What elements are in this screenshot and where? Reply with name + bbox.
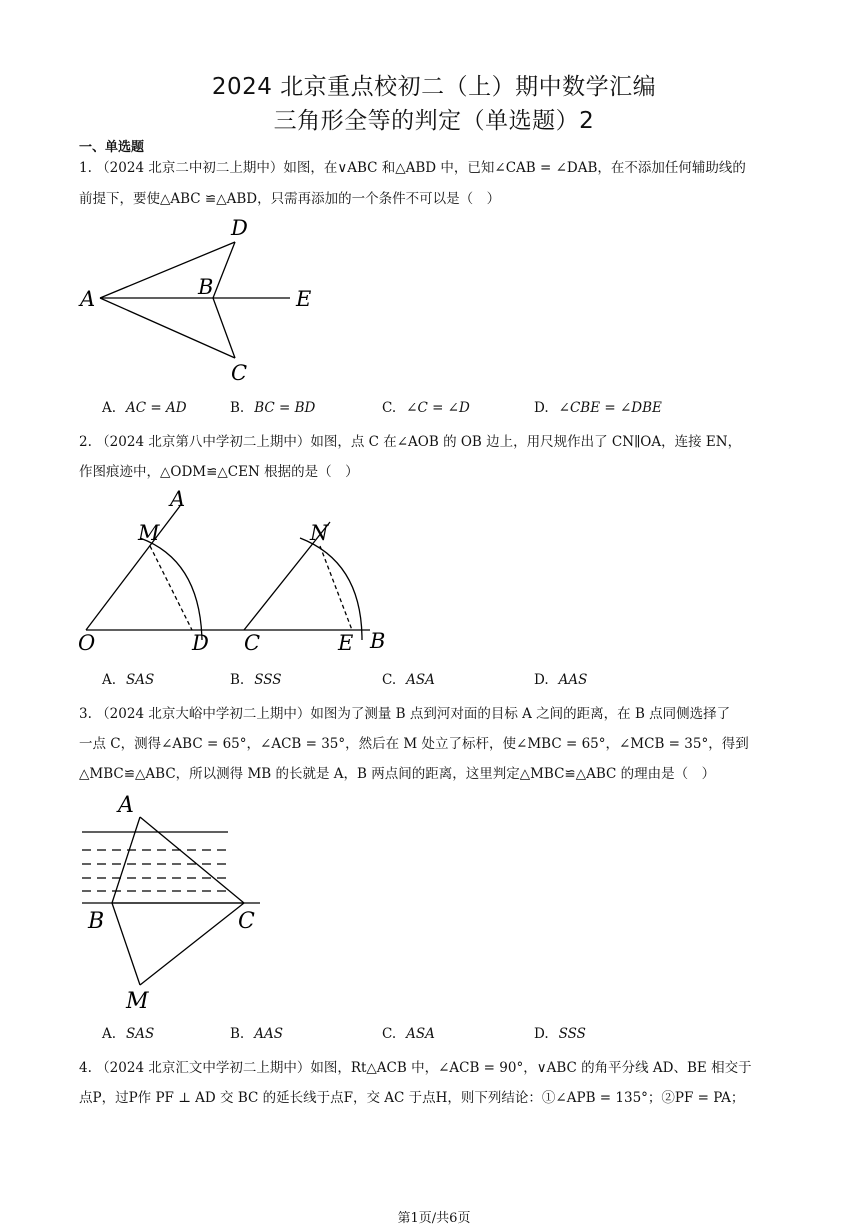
q2-label-b: B — [370, 629, 386, 653]
q2-label-c: C — [244, 631, 261, 655]
q3-label-m: M — [126, 989, 149, 1014]
section-heading: 一、单选题 — [79, 140, 145, 155]
q3-label-a: A — [118, 793, 134, 818]
q3-option-a[interactable]: A. SAS — [102, 1026, 155, 1042]
q3-line2: 一点 C，测得∠ABC = 65°，∠ACB = 35°，然后在 M 处立了标杆，使∠MBC = 65°，∠MCB = 35°，得到 — [79, 736, 749, 752]
q4-line2: 点P，过P作 PF ⊥ AD 交 BC 的延长线于点F，交 AC 于点H，则下列结论：①∠APB = 135°；②PF = PA； — [79, 1090, 745, 1106]
q2-label-e: E — [338, 631, 354, 655]
q3-label-c: C — [238, 909, 255, 934]
page-footer: 第1页/共6页 — [397, 1211, 471, 1226]
q2-line2: 作图痕迹中，△ODM≌△CEN 根据的是（ ） — [79, 464, 359, 480]
q1-option-a[interactable]: A. AC = AD — [102, 400, 187, 416]
q2-option-a[interactable]: A. SAS — [102, 672, 155, 688]
q2-option-d[interactable]: D. AAS — [534, 672, 588, 688]
page-title-line2: 三角形全等的判定（单选题）2 — [273, 108, 595, 134]
q1-option-b[interactable]: B. BC = BD — [230, 400, 316, 416]
q4-line1: 4. （2024 北京汇文中学初二上期中）如图，Rt△ACB 中，∠ACB = 90°，∨ABC 的角平分线 AD、BE 相交于 — [79, 1060, 752, 1076]
q2-line1: 2. （2024 北京第八中学初二上期中）如图，点 C 在∠AOB 的 OB 边上，用尺规作出了 CN∥OA，连接 EN， — [79, 434, 742, 450]
q1-line1: 1. （2024 北京二中初二上期中）如图，在∨ABC 和△ABD 中，已知∠CAB = ∠DAB，在不添加任何辅助线的 — [79, 160, 746, 176]
page-title-line1: 2024 北京重点校初二（上）期中数学汇编 — [211, 74, 657, 100]
q3-line1: 3. （2024 北京大峪中学初二上期中）如图为了测量 B 点到河对面的目标 A 之间的距离，在 B 点同侧选择了 — [79, 706, 731, 722]
q1-label-c: C — [231, 361, 248, 385]
q1-label-e: E — [296, 287, 312, 311]
q3-label-b: B — [88, 909, 105, 934]
q2-option-c[interactable]: C. ASA — [382, 672, 435, 688]
q2-label-m: M — [138, 521, 160, 545]
q3-line3: △MBC≌△ABC，所以测得 MB 的长就是 A，B 两点间的距离，这里判定△MBC≌△ABC 的理由是（ ） — [79, 766, 716, 782]
q1-label-d: D — [231, 216, 248, 240]
q1-option-d[interactable]: D. ∠CBE = ∠DBE — [534, 400, 662, 416]
q2-label-o: O — [78, 631, 96, 655]
q3-option-d[interactable]: D. SSS — [534, 1026, 586, 1042]
q3-option-b[interactable]: B. AAS — [230, 1026, 283, 1042]
q1-label-a: A — [80, 287, 96, 311]
q3-option-c[interactable]: C. ASA — [382, 1026, 435, 1042]
q1-line2: 前提下，要使△ABC ≌△ABD，只需再添加的一个条件不可以是（ ） — [79, 191, 501, 207]
q2-label-d: D — [192, 631, 209, 655]
q1-option-c[interactable]: C. ∠C = ∠D — [382, 400, 470, 416]
q2-label-a: A — [170, 487, 186, 511]
q1-label-b: B — [198, 275, 214, 299]
q2-option-b[interactable]: B. SSS — [230, 672, 282, 688]
q2-label-n: N — [310, 521, 329, 545]
